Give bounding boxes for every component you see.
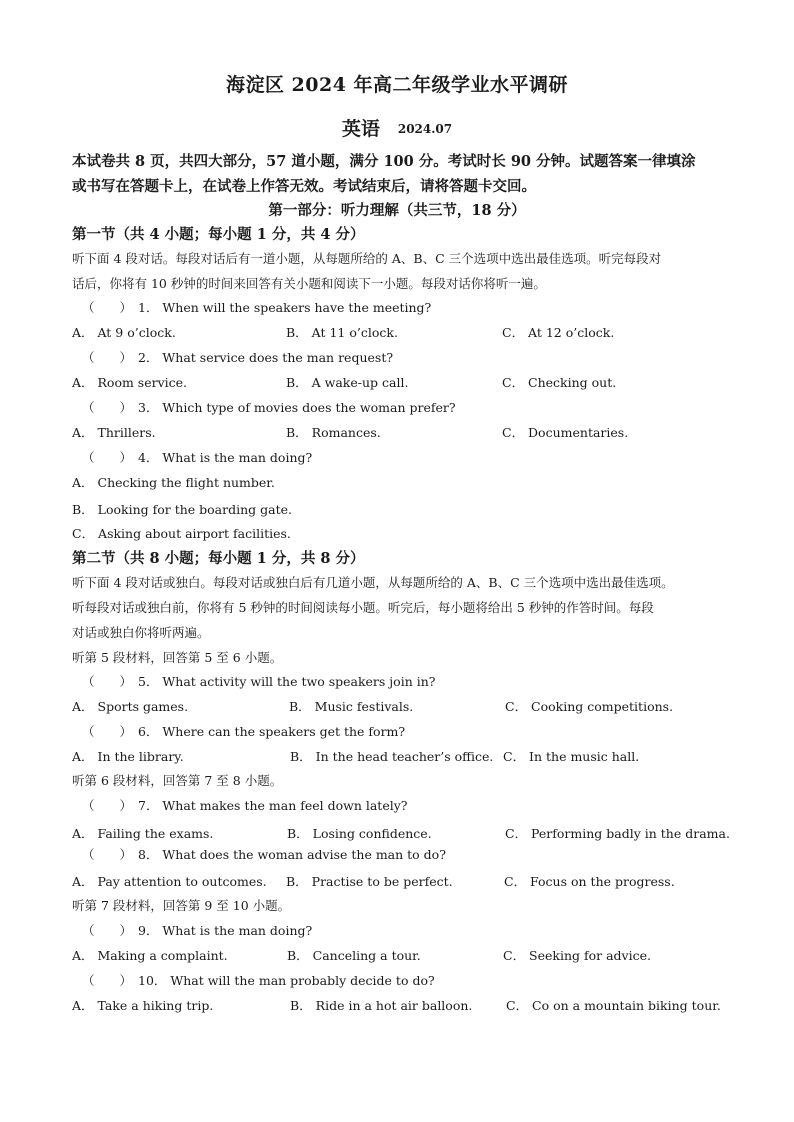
option-b: B． Losing confidence. <box>287 826 432 841</box>
option-b: B． Practise to be perfect. <box>286 874 453 889</box>
question-text: 4． What is the man doing? <box>138 450 313 465</box>
question-7 <box>82 796 408 814</box>
subject-name: 英语 <box>341 118 380 140</box>
question-3 <box>82 398 456 416</box>
option-b: B． In the head teacher’s office. <box>290 749 494 764</box>
option-b: B． Romances. <box>286 425 381 440</box>
instructions-line: 听下面 4 段对话或独白。每段对话或独白后有几道小题，从每题所给的 A、B、C 三个选项中选出最佳选项。 <box>72 575 674 590</box>
answer-blank[interactable]: （ ） <box>82 450 133 465</box>
material-5-label: 听第 5 段材料，回答第 5 至 6 小题。 <box>72 650 283 665</box>
answer-blank[interactable]: （ ） <box>82 973 133 988</box>
question-text: 5． What activity will the two speakers join in? <box>138 674 436 689</box>
question-text: 1． When will the speakers have the meeting? <box>138 300 432 315</box>
answer-blank[interactable]: （ ） <box>82 400 133 415</box>
question-10 <box>82 971 435 989</box>
material-6-label: 听第 6 段材料，回答第 7 至 8 小题。 <box>72 773 283 788</box>
question-9 <box>82 921 312 939</box>
instructions-line: 话后，你将有 10 秒钟的时间来回答有关小题和阅读下一小题。每段对话你将听一遍。 <box>72 276 546 291</box>
option-a: A． Failing the exams. <box>72 826 214 841</box>
option-a: A． Take a hiking trip. <box>72 998 214 1013</box>
option-b: B． A wake-up call. <box>286 375 409 390</box>
question-text: 9． What is the man doing? <box>138 923 313 938</box>
question-8 <box>82 845 446 863</box>
exam-instructions-line: 本试卷共 8 页，共四大部分，57 道小题，满分 100 分。考试时长 90 分钟。试题答案一律填涂 <box>72 153 696 170</box>
instructions-line: 听下面 4 段对话。每段对话后有一道小题，从每题所给的 A、B、C 三个选项中选出最佳选项。听完每段对 <box>72 251 662 266</box>
option-c: C． Cooking competitions. <box>505 699 674 714</box>
option-c: C． In the music hall. <box>503 749 640 764</box>
exam-title: 海淀区 2024 年高二年级学业水平调研 <box>225 74 569 96</box>
instructions-line: 听每段对话或独白前，你将有 5 秒钟的时间阅读每小题。听完后，每小题将给出 5 秒钟的作答时间。每段 <box>72 600 654 615</box>
question-6 <box>82 722 405 740</box>
question-2 <box>82 348 393 366</box>
option-b: B． Looking for the boarding gate. <box>72 502 292 517</box>
answer-blank[interactable]: （ ） <box>82 724 133 739</box>
exam-instructions-line: 或书写在答题卡上，在试卷上作答无效。考试结束后，请将答题卡交回。 <box>72 178 536 195</box>
part1-title: 第一部分：听力理解（共三节，18 分） <box>268 202 526 219</box>
option-a: A． Room service. <box>72 375 188 390</box>
question-5 <box>82 672 435 690</box>
answer-blank[interactable]: （ ） <box>82 674 133 689</box>
question-text: 6． Where can the speakers get the form? <box>138 724 406 739</box>
question-1 <box>82 298 431 316</box>
exam-subject <box>0 114 794 141</box>
exam-instructions <box>72 149 722 199</box>
answer-blank[interactable]: （ ） <box>82 350 133 365</box>
option-b: B． At 11 o’clock. <box>286 325 398 340</box>
option-a: A． Pay attention to outcomes. <box>72 874 267 889</box>
option-a: A． Making a complaint. <box>72 948 228 963</box>
answer-blank[interactable]: （ ） <box>82 798 133 813</box>
question-text: 2． What service does the man request? <box>138 350 394 365</box>
material-7-label: 听第 7 段材料，回答第 9 至 10 小题。 <box>72 898 291 913</box>
option-c: C． Asking about airport facilities. <box>72 526 291 541</box>
option-c: C． Checking out. <box>502 375 617 390</box>
question-text: 7． What makes the man feel down lately? <box>138 798 408 813</box>
question-4 <box>82 448 312 466</box>
option-a: A． Sports games. <box>72 699 189 714</box>
option-c: C． Seeking for advice. <box>503 948 651 963</box>
option-c: C． Performing badly in the drama. <box>505 826 730 841</box>
answer-blank[interactable]: （ ） <box>82 923 133 938</box>
question-text: 8． What does the woman advise the man to do? <box>138 847 446 862</box>
section1-heading: 第一节（共 4 小题；每小题 1 分，共 4 分） <box>72 226 365 243</box>
option-a: A． Checking the flight number. <box>72 475 275 490</box>
question-text: 3． Which type of movies does the woman prefer? <box>138 400 456 415</box>
option-c: C． Co on a mountain biking tour. <box>506 998 721 1013</box>
option-c: C． Documentaries. <box>502 425 629 440</box>
section2-instructions <box>72 570 726 645</box>
section1-instructions <box>72 246 726 296</box>
option-b: B． Music festivals. <box>289 699 414 714</box>
option-c: C． At 12 o’clock. <box>502 325 615 340</box>
exam-date: 2024.07 <box>397 122 453 136</box>
option-a: A． In the library. <box>72 749 184 764</box>
answer-blank[interactable]: （ ） <box>82 847 133 862</box>
option-a: A． At 9 o’clock. <box>72 325 176 340</box>
option-c: C． Focus on the progress. <box>504 874 675 889</box>
option-b: B． Ride in a hot air balloon. <box>290 998 473 1013</box>
option-a: A． Thrillers. <box>72 425 156 440</box>
answer-blank[interactable]: （ ） <box>82 300 133 315</box>
instructions-line: 对话或独白你将听两遍。 <box>72 625 210 640</box>
option-b: B． Canceling a tour. <box>287 948 421 963</box>
section2-heading: 第二节（共 8 小题；每小题 1 分，共 8 分） <box>72 550 365 567</box>
question-text: 10． What will the man probably decide to do? <box>138 973 435 988</box>
